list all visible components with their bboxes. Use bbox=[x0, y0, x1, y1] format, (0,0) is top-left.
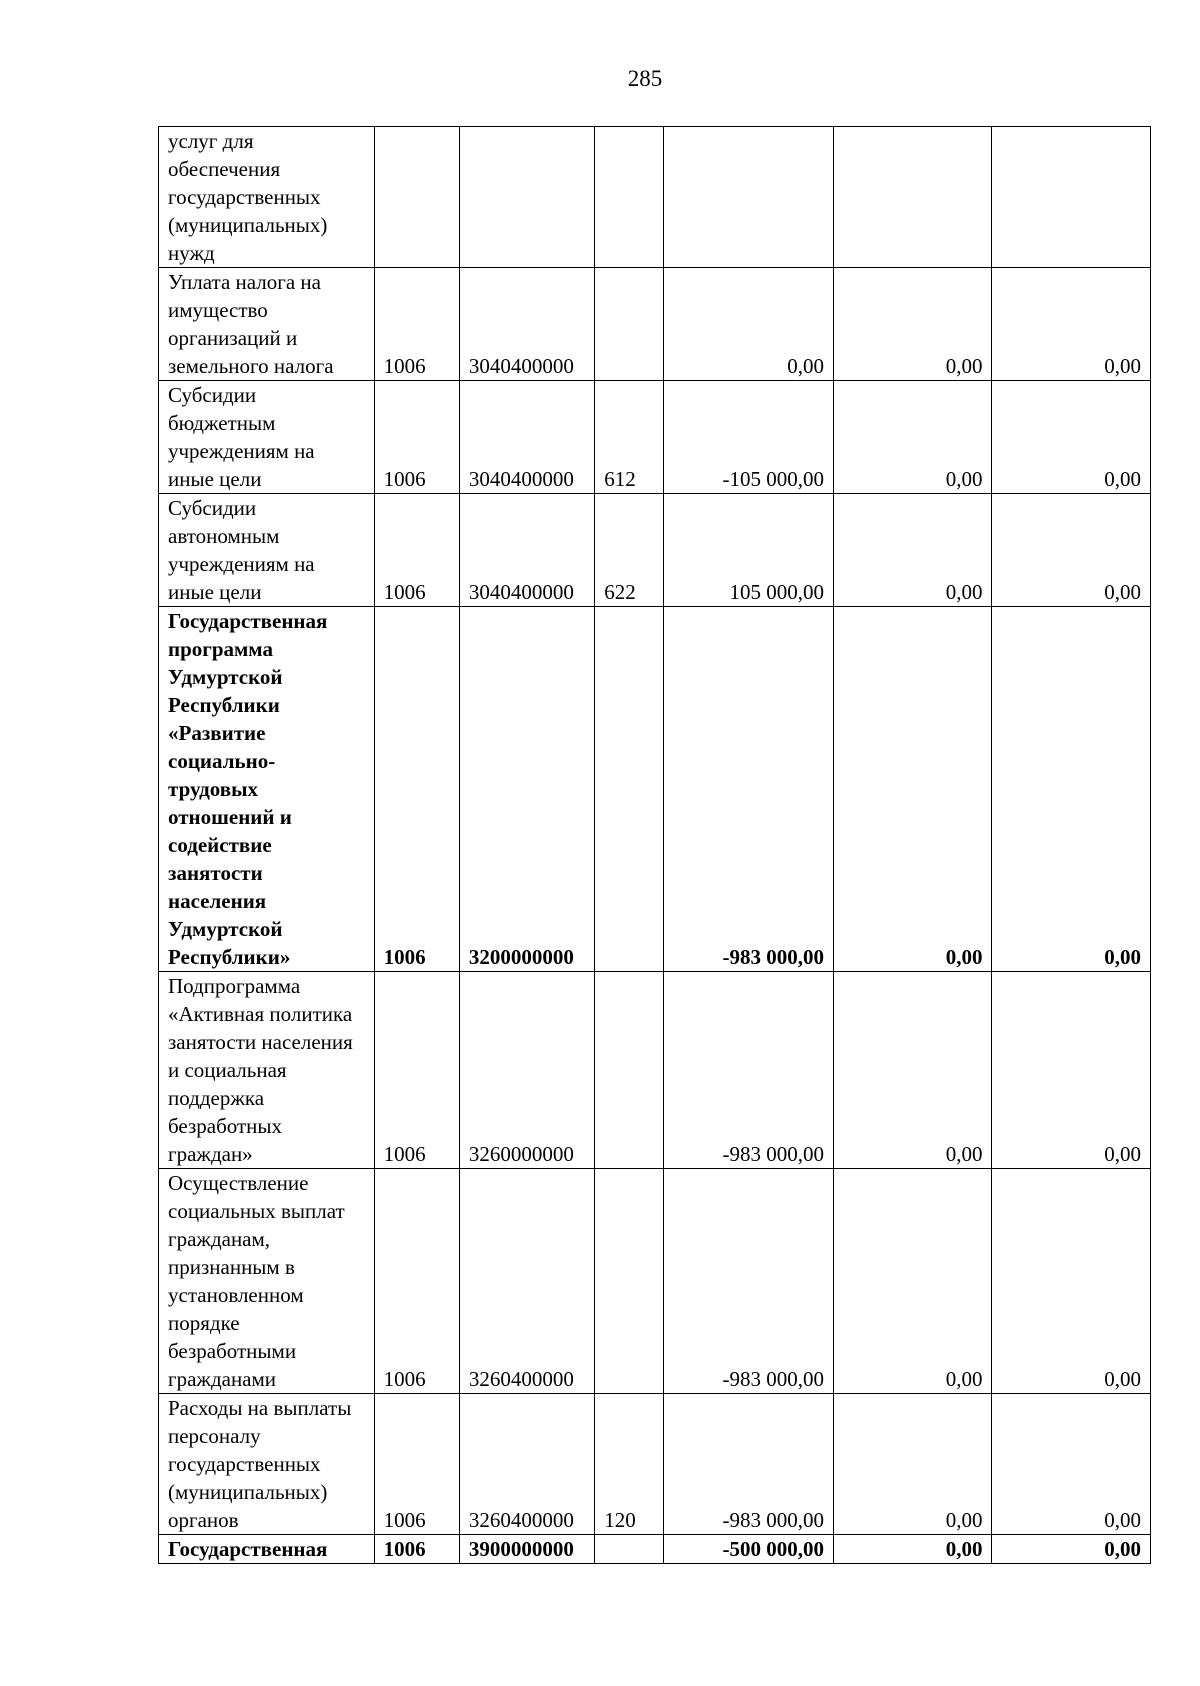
section-cell: 1006 bbox=[374, 1535, 459, 1564]
amount-3-cell: 0,00 bbox=[992, 1535, 1151, 1564]
row-name-line: «Активная политика bbox=[168, 1002, 353, 1026]
table-row bbox=[159, 127, 1151, 268]
amount-2-cell: 0,00 bbox=[834, 972, 992, 1169]
amount-1-cell: -105 000,00 bbox=[663, 381, 834, 494]
row-name-line: органов bbox=[168, 1508, 239, 1532]
row-name-line: Субсидии bbox=[168, 496, 257, 520]
section-cell: 1006 bbox=[374, 1394, 459, 1535]
row-name-line: социально- bbox=[168, 749, 276, 773]
budget-table bbox=[158, 126, 1151, 1564]
target-article-cell: 3260400000 bbox=[459, 1169, 594, 1394]
row-name-line: Расходы на выплаты bbox=[168, 1396, 352, 1420]
table-row bbox=[159, 1169, 1151, 1394]
row-name-line: Государственная bbox=[168, 1537, 328, 1561]
row-name-line: организаций и bbox=[168, 326, 298, 350]
row-name-line: обеспечения bbox=[168, 157, 281, 181]
row-name-line: Подпрограмма bbox=[168, 974, 301, 998]
row-name-cell bbox=[159, 1169, 375, 1394]
amount-3-cell: 0,00 bbox=[992, 381, 1151, 494]
target-article-cell: 3040400000 bbox=[459, 381, 594, 494]
page-number: 285 bbox=[627, 66, 663, 91]
section-cell: 1006 bbox=[374, 381, 459, 494]
amount-1-cell: -983 000,00 bbox=[663, 972, 834, 1169]
row-name-line: гражданам, bbox=[168, 1227, 271, 1251]
expense-type-cell bbox=[595, 268, 663, 381]
row-name-line: признанным в bbox=[168, 1255, 295, 1279]
section-cell: 1006 bbox=[374, 1169, 459, 1394]
table-row bbox=[159, 494, 1151, 607]
expense-type-cell bbox=[595, 1535, 663, 1564]
row-name-line: населения bbox=[168, 889, 267, 913]
row-name-line: граждан» bbox=[168, 1142, 253, 1166]
row-name-line: социальных выплат bbox=[168, 1199, 345, 1223]
row-name-line: бюджетным bbox=[168, 411, 276, 435]
target-article-cell: 3200000000 bbox=[459, 607, 594, 972]
row-name-line: и социальная bbox=[168, 1058, 287, 1082]
row-name-line: учреждениям на bbox=[168, 552, 315, 576]
row-name-line: земельного налога bbox=[168, 354, 334, 378]
table-body bbox=[159, 127, 1151, 1564]
table-row bbox=[159, 972, 1151, 1169]
row-name-cell bbox=[159, 1394, 375, 1535]
amount-3-cell: 0,00 bbox=[992, 268, 1151, 381]
expense-type-cell bbox=[595, 1169, 663, 1394]
amount-3-cell: 0,00 bbox=[992, 607, 1151, 972]
amount-2-cell: 0,00 bbox=[834, 268, 992, 381]
expense-type-cell bbox=[595, 972, 663, 1169]
amount-1-cell: -500 000,00 bbox=[663, 1535, 834, 1564]
target-article-cell: 3260400000 bbox=[459, 1394, 594, 1535]
row-name-line: иные цели bbox=[168, 580, 262, 604]
section-cell: 1006 bbox=[374, 268, 459, 381]
row-name-line: Удмуртской bbox=[168, 917, 283, 941]
row-name-line: занятости bbox=[168, 861, 263, 885]
table-row bbox=[159, 607, 1151, 972]
amount-3-cell: 0,00 bbox=[992, 494, 1151, 607]
row-name-cell bbox=[159, 494, 375, 607]
expense-type-cell: 612 bbox=[595, 381, 663, 494]
table-row bbox=[159, 1394, 1151, 1535]
table-row bbox=[159, 381, 1151, 494]
amount-1-cell bbox=[663, 127, 834, 268]
row-name-line: трудовых bbox=[168, 777, 258, 801]
amount-2-cell: 0,00 bbox=[834, 607, 992, 972]
amount-2-cell bbox=[834, 127, 992, 268]
amount-2-cell: 0,00 bbox=[834, 1535, 992, 1564]
expense-type-cell: 622 bbox=[595, 494, 663, 607]
row-name-line: автономным bbox=[168, 524, 280, 548]
row-name-line: (муниципальных) bbox=[168, 1480, 328, 1504]
section-cell: 1006 bbox=[374, 607, 459, 972]
row-name-line: содействие bbox=[168, 833, 272, 857]
row-name-cell bbox=[159, 127, 375, 268]
expense-type-cell bbox=[595, 127, 663, 268]
target-article-cell: 3260000000 bbox=[459, 972, 594, 1169]
row-name-line: нужд bbox=[168, 241, 215, 265]
row-name-cell bbox=[159, 268, 375, 381]
row-name-line: (муниципальных) bbox=[168, 213, 328, 237]
row-name-line: «Развитие bbox=[168, 721, 266, 745]
row-name-line: государственных bbox=[168, 1452, 321, 1476]
row-name-cell bbox=[159, 972, 375, 1169]
amount-2-cell: 0,00 bbox=[834, 494, 992, 607]
amount-1-cell: 105 000,00 bbox=[663, 494, 834, 607]
row-name-line: программа bbox=[168, 637, 273, 661]
amount-2-cell: 0,00 bbox=[834, 1394, 992, 1535]
row-name-line: Республики bbox=[168, 693, 280, 717]
table-row bbox=[159, 268, 1151, 381]
expense-type-cell: 120 bbox=[595, 1394, 663, 1535]
row-name-line: порядке bbox=[168, 1311, 240, 1335]
section-cell: 1006 bbox=[374, 494, 459, 607]
row-name-line: Субсидии bbox=[168, 383, 257, 407]
amount-1-cell: -983 000,00 bbox=[663, 1169, 834, 1394]
amount-3-cell: 0,00 bbox=[992, 1394, 1151, 1535]
row-name-line: безработных bbox=[168, 1114, 283, 1138]
row-name-line: персоналу bbox=[168, 1424, 261, 1448]
row-name-line: имущество bbox=[168, 298, 268, 322]
section-cell bbox=[374, 127, 459, 268]
target-article-cell: 3040400000 bbox=[459, 268, 594, 381]
row-name-line: Осуществление bbox=[168, 1171, 309, 1195]
row-name-cell bbox=[159, 1535, 375, 1564]
row-name-line: занятости населения bbox=[168, 1030, 353, 1054]
expense-type-cell bbox=[595, 607, 663, 972]
amount-3-cell: 0,00 bbox=[992, 972, 1151, 1169]
row-name-line: государственных bbox=[168, 185, 321, 209]
amount-1-cell: -983 000,00 bbox=[663, 607, 834, 972]
row-name-line: поддержка bbox=[168, 1086, 265, 1110]
row-name-line: учреждениям на bbox=[168, 439, 315, 463]
target-article-cell bbox=[459, 127, 594, 268]
row-name-line: установленном bbox=[168, 1283, 304, 1307]
amount-3-cell: 0,00 bbox=[992, 1169, 1151, 1394]
amount-1-cell: -983 000,00 bbox=[663, 1394, 834, 1535]
table-row bbox=[159, 1535, 1151, 1564]
row-name-line: Уплата налога на bbox=[168, 270, 321, 294]
amount-2-cell: 0,00 bbox=[834, 1169, 992, 1394]
section-cell: 1006 bbox=[374, 972, 459, 1169]
row-name-line: безработными bbox=[168, 1339, 297, 1363]
row-name-line: отношений и bbox=[168, 805, 292, 829]
row-name-line: услуг для bbox=[168, 129, 254, 153]
amount-3-cell bbox=[992, 127, 1151, 268]
row-name-line: гражданами bbox=[168, 1367, 277, 1391]
row-name-cell bbox=[159, 381, 375, 494]
target-article-cell: 3040400000 bbox=[459, 494, 594, 607]
row-name-line: Государственная bbox=[168, 609, 328, 633]
row-name-line: Республики» bbox=[168, 945, 291, 969]
target-article-cell: 3900000000 bbox=[459, 1535, 594, 1564]
amount-1-cell: 0,00 bbox=[663, 268, 834, 381]
row-name-line: иные цели bbox=[168, 467, 262, 491]
amount-2-cell: 0,00 bbox=[834, 381, 992, 494]
row-name-line: Удмуртской bbox=[168, 665, 283, 689]
row-name-cell bbox=[159, 607, 375, 972]
